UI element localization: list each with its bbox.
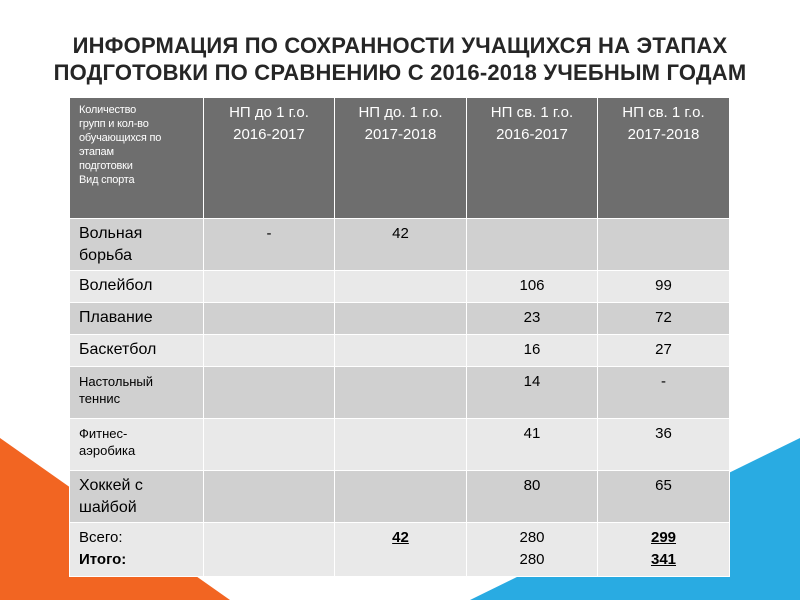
value-cell: 42 <box>335 219 467 271</box>
table-row <box>70 271 730 303</box>
column-header-title: НП св. 1 г.о. <box>490 104 574 121</box>
corner-text-line: этапам <box>79 146 114 158</box>
value-cell <box>204 303 335 335</box>
table-row <box>70 367 730 419</box>
total-value: 42 <box>392 529 409 546</box>
totals-label-all: Всего: <box>79 529 123 546</box>
sport-name-cell <box>70 335 204 367</box>
totals-row <box>70 523 730 577</box>
value-cell <box>335 471 467 523</box>
total-value: 341 <box>650 551 677 568</box>
value-cell: 41 <box>467 419 598 471</box>
sport-name-line: Настольный <box>79 374 154 389</box>
totals-label-cell <box>70 523 204 577</box>
value-cell <box>335 303 467 335</box>
value-cell: 23 <box>467 303 598 335</box>
column-header <box>335 98 467 219</box>
sport-name-cell <box>70 271 204 303</box>
total-value: 280 <box>519 529 545 546</box>
table-header-row <box>70 98 730 219</box>
column-header-year: 2016-2017 <box>496 126 568 143</box>
sport-name-line: аэробика <box>79 443 136 458</box>
totals-label-total: Итого: <box>79 551 127 568</box>
corner-text-line: подготовки <box>79 160 133 172</box>
value-cell: 99 <box>598 271 730 303</box>
sport-name-cell <box>70 471 204 523</box>
value-cell: 16 <box>467 335 598 367</box>
value-cell <box>204 419 335 471</box>
sport-name-line: Баскетбол <box>79 341 157 358</box>
column-header <box>598 98 730 219</box>
sport-name-cell <box>70 303 204 335</box>
value-cell: 14 <box>467 367 598 419</box>
value-cell: 72 <box>598 303 730 335</box>
column-header-title: НП св. 1 г.о. <box>622 104 705 121</box>
data-table <box>69 97 730 577</box>
column-header-year: 2017-2018 <box>364 126 437 143</box>
column-header-year: 2017-2018 <box>627 126 700 143</box>
value-cell: 27 <box>598 335 730 367</box>
column-header-title: НП до. 1 г.о. <box>358 104 443 121</box>
table-row <box>70 471 730 523</box>
table-row <box>70 219 730 271</box>
sport-name-line: Фитнес- <box>79 426 128 441</box>
sport-name-line: борьба <box>79 247 132 264</box>
value-cell <box>467 219 598 271</box>
value-cell <box>598 219 730 271</box>
table-row <box>70 419 730 471</box>
corner-text-line: Количество <box>79 104 137 116</box>
sport-name-line: Вольная <box>79 225 143 242</box>
value-cell <box>598 523 730 577</box>
column-header-year: 2016-2017 <box>233 126 305 143</box>
corner-text-line: обучающихся по <box>79 132 162 144</box>
value-cell <box>204 335 335 367</box>
sport-name-cell <box>70 367 204 419</box>
value-cell <box>204 271 335 303</box>
value-cell <box>335 523 467 577</box>
column-header-title: НП до 1 г.о. <box>229 104 309 121</box>
value-cell: 80 <box>467 471 598 523</box>
value-cell <box>467 523 598 577</box>
value-cell <box>204 471 335 523</box>
header-corner-cell <box>70 98 204 219</box>
sport-name-line: Хоккей с <box>79 477 143 494</box>
value-cell <box>204 367 335 419</box>
value-cell: 36 <box>598 419 730 471</box>
sport-name-line: Волейбол <box>79 277 153 294</box>
sport-name-line: теннис <box>79 391 121 406</box>
total-value: 280 <box>519 551 545 568</box>
slide-title <box>0 32 800 86</box>
corner-text-line: Вид спорта <box>79 174 135 186</box>
sport-name-line: шайбой <box>79 499 137 516</box>
value-cell <box>335 419 467 471</box>
corner-text-line: групп и кол-во <box>79 118 149 130</box>
column-header <box>467 98 598 219</box>
value-cell: 106 <box>467 271 598 303</box>
value-cell <box>204 523 335 577</box>
value-cell: 65 <box>598 471 730 523</box>
total-value: 299 <box>650 529 677 546</box>
column-header <box>204 98 335 219</box>
slide-title-line-2: ПОДГОТОВКИ ПО СРАВНЕНИЮ С 2016-2018 УЧЕБНЫМ ГОДАМ <box>53 60 747 85</box>
value-cell: - <box>204 219 335 271</box>
value-cell <box>335 271 467 303</box>
value-cell: - <box>598 367 730 419</box>
table-row <box>70 335 730 367</box>
value-cell <box>335 335 467 367</box>
sport-name-cell <box>70 419 204 471</box>
sport-name-line: Плавание <box>79 309 153 326</box>
slide-title-line-1: ИНФОРМАЦИЯ ПО СОХРАННОСТИ УЧАЩИХСЯ НА ЭТАПАХ <box>72 33 728 58</box>
table-row <box>70 303 730 335</box>
value-cell <box>335 367 467 419</box>
sport-name-cell <box>70 219 204 271</box>
